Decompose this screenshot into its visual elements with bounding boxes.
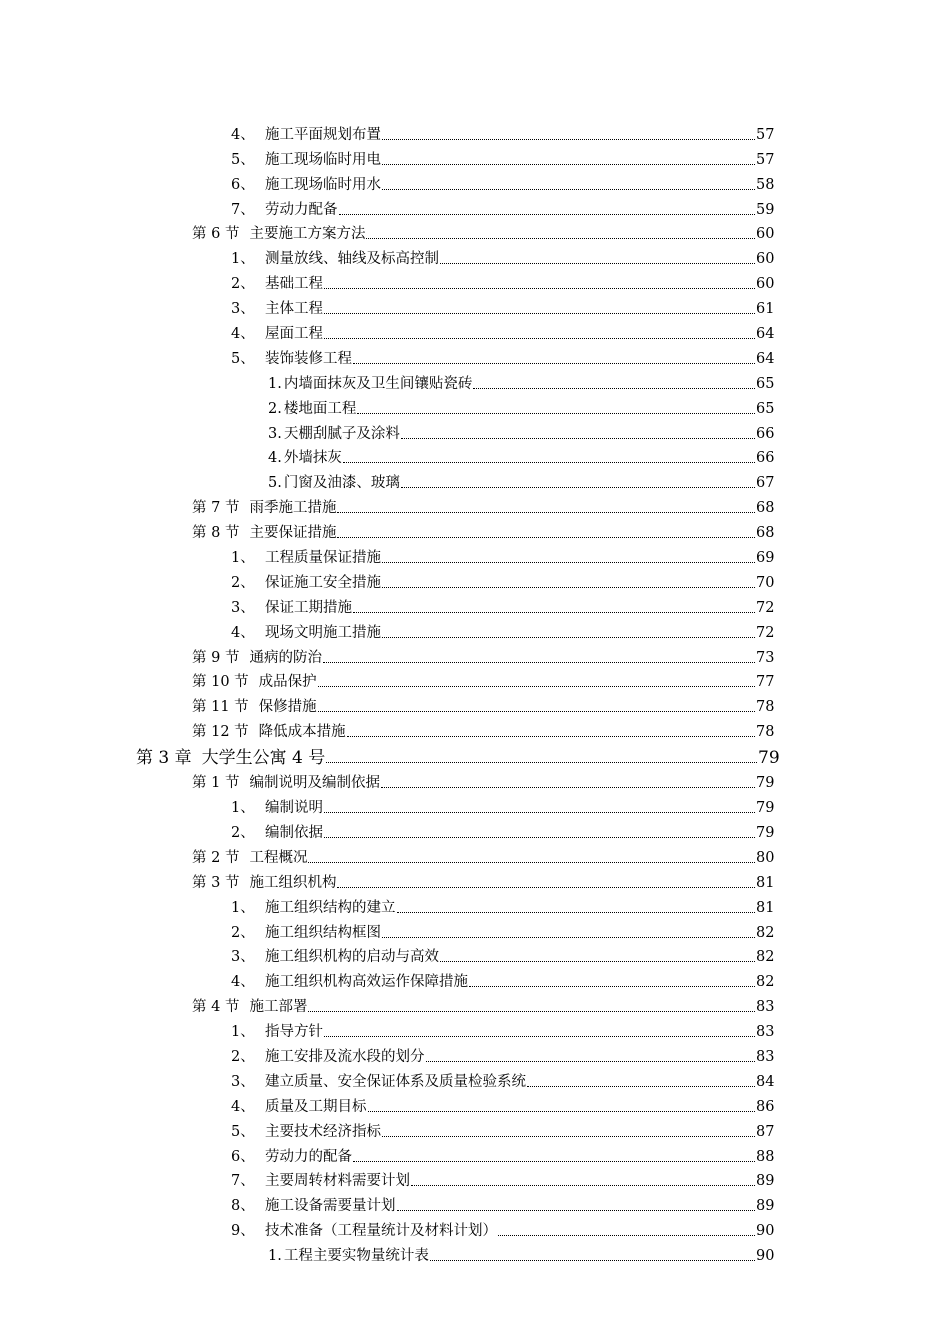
toc-entry-section[interactable] [0, 492, 778, 517]
toc-entry-page-number: 60 [756, 251, 775, 268]
dot-leader [323, 661, 755, 663]
dot-leader [382, 936, 755, 938]
dot-leader [368, 1110, 756, 1112]
toc-entry-title: 屋面工程 [265, 326, 323, 343]
dot-leader [440, 262, 755, 264]
toc-entry-page-number: 77 [756, 674, 775, 691]
toc-entry-page-number: 82 [756, 974, 775, 991]
toc-entry-number: 5、 [231, 1123, 255, 1140]
dot-leader [337, 511, 755, 513]
toc-entry-number: 2、 [231, 276, 255, 293]
toc-entry-title: 质量及工期目标 [265, 1098, 367, 1115]
toc-entry-item[interactable] [0, 1215, 778, 1240]
toc-entry-title: 保证工期措施 [265, 599, 352, 616]
toc-entry-title: 施工组织机构高效运作保障措施 [265, 974, 468, 991]
toc-entry-title: 雨季施工措施 [249, 500, 337, 517]
toc-entry-item[interactable] [0, 1141, 778, 1166]
toc-entry-number: 5、 [231, 350, 255, 367]
dot-leader [337, 886, 755, 888]
toc-entry-number: 1、 [231, 550, 255, 567]
toc-entry-number: 1. [268, 1248, 282, 1265]
toc-entry-page-number: 65 [756, 375, 775, 392]
toc-entry-title: 主要施工方案方法 [249, 226, 366, 243]
dot-leader [430, 1259, 755, 1261]
toc-entry-page-number: 60 [756, 226, 775, 243]
toc-entry-number: 2、 [231, 574, 255, 591]
toc-entry-page-number: 67 [756, 475, 775, 492]
dot-leader [469, 985, 755, 987]
toc-entry-number: 2、 [231, 924, 255, 941]
toc-entry-title: 劳动力配备 [265, 201, 338, 218]
toc-entry-title: 施工现场临时用电 [265, 151, 381, 168]
dot-leader [353, 362, 755, 364]
toc-entry-page-number: 66 [756, 450, 775, 467]
toc-entry-section[interactable] [0, 842, 778, 867]
toc-entry-number: 4、 [231, 1098, 255, 1115]
toc-entry-item[interactable] [0, 1116, 778, 1141]
toc-entry-number: 4、 [231, 326, 255, 343]
toc-entry-item[interactable] [0, 293, 778, 318]
toc-entry-item[interactable] [0, 343, 778, 368]
toc-entry-sub[interactable] [0, 393, 778, 418]
toc-entry-page-number: 57 [756, 151, 775, 168]
dot-leader [401, 486, 755, 488]
toc-entry-number: 1、 [231, 1024, 255, 1041]
toc-entry-title: 施工组织结构的建立 [265, 899, 396, 916]
toc-entry-sub[interactable] [0, 467, 778, 492]
toc-entry-number: 第 1 节 [192, 775, 240, 792]
toc-entry-page-number: 90 [756, 1248, 775, 1265]
toc-entry-number: 第 11 节 [192, 699, 249, 716]
dot-leader [357, 412, 755, 414]
toc-entry-number: 第 4 节 [192, 999, 240, 1016]
toc-entry-number: 5、 [231, 151, 255, 168]
dot-leader [324, 836, 755, 838]
toc-entry-number: 3、 [231, 599, 255, 616]
dot-leader [411, 1184, 755, 1186]
toc-entry-title: 成品保护 [258, 674, 317, 691]
dot-leader [473, 387, 755, 389]
toc-entry-title: 装饰装修工程 [265, 350, 352, 367]
toc-entry-sub[interactable] [0, 443, 778, 468]
toc-entry-page-number: 59 [756, 201, 775, 218]
toc-entry-title: 编制依据 [265, 824, 323, 841]
dot-leader [324, 1035, 755, 1037]
toc-entry-page-number: 89 [756, 1173, 775, 1190]
toc-entry-item[interactable] [0, 119, 778, 144]
dot-leader [324, 337, 755, 339]
toc-entry-title: 主要保证措施 [249, 525, 337, 542]
toc-entry-item[interactable] [0, 169, 778, 194]
dot-leader [397, 1209, 756, 1211]
dot-leader [527, 1085, 755, 1087]
toc-entry-title: 施工平面规划布置 [265, 126, 381, 143]
toc-entry-title: 楼地面工程 [283, 400, 357, 417]
toc-entry-title: 劳动力的配备 [265, 1148, 352, 1165]
toc-entry-page-number: 57 [756, 126, 775, 143]
toc-entry-title: 通病的防治 [249, 649, 322, 666]
toc-entry-number: 第 12 节 [192, 724, 249, 741]
toc-entry-page-number: 69 [756, 550, 775, 567]
toc-entry-page-number: 64 [756, 326, 775, 343]
dot-leader [382, 188, 755, 190]
toc-entry-page-number: 88 [756, 1148, 775, 1165]
toc-entry-number: 3、 [231, 949, 255, 966]
toc-entry-title: 基础工程 [265, 276, 323, 293]
toc-entry-section[interactable] [0, 991, 778, 1016]
toc-entry-page-number: 60 [756, 276, 775, 293]
toc-entry-title: 施工组织结构框图 [265, 924, 381, 941]
toc-entry-title: 主要技术经济指标 [265, 1123, 381, 1140]
toc-entry-sub[interactable] [0, 1240, 778, 1265]
toc-entry-number: 4、 [231, 974, 255, 991]
toc-entry-page-number: 78 [756, 724, 775, 741]
dot-leader [308, 861, 755, 863]
toc-entry-item[interactable] [0, 792, 778, 817]
toc-entry-page-number: 84 [756, 1073, 775, 1090]
toc-entry-page-number: 61 [756, 301, 775, 318]
dot-leader [382, 138, 755, 140]
toc-entry-title: 保修措施 [258, 699, 317, 716]
toc-entry-number: 4. [268, 450, 282, 467]
toc-entry-item[interactable] [0, 243, 778, 268]
toc-entry-page-number: 89 [756, 1198, 775, 1215]
dot-leader [324, 312, 755, 314]
toc-entry-page-number: 79 [756, 800, 775, 817]
dot-leader [426, 1060, 756, 1062]
toc-entry-item[interactable] [0, 917, 778, 942]
toc-entry-page-number: 72 [756, 624, 775, 641]
toc-entry-number: 8、 [231, 1198, 255, 1215]
toc-entry-item[interactable] [0, 318, 778, 343]
toc-entry-sub[interactable] [0, 418, 778, 443]
toc-entry-title: 现场文明施工措施 [265, 624, 381, 641]
toc-entry-title: 施工现场临时用水 [265, 176, 381, 193]
toc-entry-number: 3、 [231, 1073, 255, 1090]
toc-entry-page-number: 87 [756, 1123, 775, 1140]
toc-entry-page-number: 72 [756, 599, 775, 616]
toc-entry-number: 第 3 章 [136, 748, 192, 769]
dot-leader [382, 586, 755, 588]
toc-entry-item[interactable] [0, 592, 778, 617]
dot-leader [382, 1135, 755, 1137]
toc-entry-page-number: 79 [756, 824, 775, 841]
toc-entry-page-number: 86 [756, 1098, 775, 1115]
toc-entry-number: 5. [268, 475, 282, 492]
toc-entry-page-number: 79 [758, 748, 780, 769]
dot-leader [397, 911, 756, 913]
toc-entry-item[interactable] [0, 542, 778, 567]
dot-leader [498, 1234, 755, 1236]
toc-entry-item[interactable] [0, 617, 778, 642]
toc-entry-number: 7、 [231, 1173, 255, 1190]
toc-entry-section[interactable] [0, 691, 778, 716]
dot-leader [326, 761, 757, 763]
toc-entry-page-number: 81 [756, 899, 775, 916]
dot-leader [318, 685, 755, 687]
toc-entry-number: 第 9 节 [192, 649, 240, 666]
toc-entry-page-number: 83 [756, 1024, 775, 1041]
toc-entry-sub[interactable] [0, 368, 778, 393]
toc-entry-page-number: 81 [756, 874, 775, 891]
toc-entry-section[interactable] [0, 767, 778, 792]
toc-entry-title: 施工安排及流水段的划分 [265, 1048, 425, 1065]
dot-leader [343, 461, 755, 463]
toc-entry-page-number: 68 [756, 500, 775, 517]
toc-entry-number: 2、 [231, 824, 255, 841]
toc-entry-title: 技术准备（工程量统计及材料计划） [265, 1223, 497, 1240]
toc-entry-number: 第 3 节 [192, 874, 240, 891]
toc-entry-page-number: 80 [756, 849, 775, 866]
toc-entry-section[interactable] [0, 716, 778, 741]
toc-entry-number: 7、 [231, 201, 255, 218]
toc-entry-number: 第 2 节 [192, 849, 240, 866]
dot-leader [401, 437, 755, 439]
table-of-contents [0, 119, 950, 1265]
toc-entry-page-number: 82 [756, 924, 775, 941]
toc-entry-page-number: 65 [756, 400, 775, 417]
toc-entry-number: 1、 [231, 251, 255, 268]
toc-entry-title: 测量放线、轴线及标高控制 [265, 251, 439, 268]
toc-entry-number: 1. [268, 375, 282, 392]
dot-leader [308, 1010, 755, 1012]
dot-leader [318, 710, 755, 712]
toc-entry-page-number: 70 [756, 574, 775, 591]
toc-entry-title: 降低成本措施 [258, 724, 346, 741]
toc-entry-number: 第 7 节 [192, 500, 240, 517]
dot-leader [382, 636, 755, 638]
toc-entry-section[interactable] [0, 642, 778, 667]
toc-entry-section[interactable] [0, 219, 778, 244]
dot-leader [339, 213, 756, 215]
toc-entry-item[interactable] [0, 567, 778, 592]
toc-entry-title: 建立质量、安全保证体系及质量检验系统 [265, 1073, 526, 1090]
toc-entry-section[interactable] [0, 517, 778, 542]
toc-entry-number: 3、 [231, 301, 255, 318]
toc-entry-page-number: 78 [756, 699, 775, 716]
toc-entry-title: 指导方针 [265, 1024, 323, 1041]
toc-entry-item[interactable] [0, 817, 778, 842]
toc-entry-item[interactable] [0, 268, 778, 293]
toc-entry-number: 4、 [231, 624, 255, 641]
toc-entry-title: 门窗及油漆、玻璃 [283, 475, 400, 492]
toc-entry-title: 外墙抹灰 [283, 450, 342, 467]
toc-entry-number: 2. [268, 400, 282, 417]
toc-entry-page-number: 79 [756, 775, 775, 792]
toc-entry-title: 天棚刮腻子及涂料 [283, 425, 400, 442]
dot-leader [324, 287, 755, 289]
toc-entry-item[interactable] [0, 1066, 778, 1091]
toc-entry-title: 施工设备需要量计划 [265, 1198, 396, 1215]
toc-entry-section[interactable] [0, 667, 778, 692]
toc-entry-title: 主要周转材料需要计划 [265, 1173, 410, 1190]
dot-leader [353, 611, 755, 613]
toc-entry-title: 内墙面抹灰及卫生间镶贴瓷砖 [283, 375, 473, 392]
toc-entry-number: 4、 [231, 126, 255, 143]
dot-leader [382, 561, 755, 563]
toc-entry-number: 9、 [231, 1223, 255, 1240]
toc-entry-page-number: 64 [756, 350, 775, 367]
toc-entry-item[interactable] [0, 1091, 778, 1116]
dot-leader [382, 163, 755, 165]
toc-entry-title: 施工部署 [249, 999, 308, 1016]
toc-entry-page-number: 58 [756, 176, 775, 193]
toc-entry-item[interactable] [0, 892, 778, 917]
dot-leader [353, 1160, 755, 1162]
toc-entry-number: 第 8 节 [192, 525, 240, 542]
toc-entry-number: 6、 [231, 1148, 255, 1165]
dot-leader [381, 786, 755, 788]
toc-entry-number: 6、 [231, 176, 255, 193]
toc-entry-number: 第 6 节 [192, 226, 240, 243]
toc-entry-title: 保证施工安全措施 [265, 574, 381, 591]
toc-entry-item[interactable] [0, 942, 778, 967]
dot-leader [337, 536, 755, 538]
toc-entry-item[interactable] [0, 144, 778, 169]
toc-entry-title: 编制说明 [265, 800, 323, 817]
toc-entry-item[interactable] [0, 194, 778, 219]
toc-entry-title: 大学生公寓 4 号 [201, 748, 326, 769]
dot-leader [347, 735, 755, 737]
toc-entry-page-number: 73 [756, 649, 775, 666]
toc-entry-item[interactable] [0, 1190, 778, 1215]
toc-entry-number: 2、 [231, 1048, 255, 1065]
toc-entry-number: 3. [268, 425, 282, 442]
toc-entry-section[interactable] [0, 867, 778, 892]
toc-entry-title: 工程概况 [249, 849, 308, 866]
toc-entry-page-number: 82 [756, 949, 775, 966]
dot-leader [440, 960, 755, 962]
toc-entry-page-number: 90 [756, 1223, 775, 1240]
toc-entry-item[interactable] [0, 966, 778, 991]
toc-entry-title: 施工组织机构 [249, 874, 337, 891]
toc-entry-number: 第 10 节 [192, 674, 249, 691]
toc-entry-number: 1、 [231, 899, 255, 916]
toc-entry-page-number: 83 [756, 999, 775, 1016]
toc-entry-title: 主体工程 [265, 301, 323, 318]
toc-entry-item[interactable] [0, 1166, 778, 1191]
toc-entry-item[interactable] [0, 1016, 778, 1041]
toc-entry-title: 工程质量保证措施 [265, 550, 381, 567]
toc-entry-number: 1、 [231, 800, 255, 817]
toc-entry-chapter[interactable] [0, 741, 778, 767]
dot-leader [324, 811, 755, 813]
toc-entry-page-number: 66 [756, 425, 775, 442]
toc-entry-page-number: 68 [756, 525, 775, 542]
toc-entry-title: 施工组织机构的启动与高效 [265, 949, 439, 966]
dot-leader [366, 237, 755, 239]
toc-entry-title: 工程主要实物量统计表 [283, 1248, 429, 1265]
toc-entry-page-number: 83 [756, 1048, 775, 1065]
toc-entry-title: 编制说明及编制依据 [249, 775, 380, 792]
toc-entry-item[interactable] [0, 1041, 778, 1066]
